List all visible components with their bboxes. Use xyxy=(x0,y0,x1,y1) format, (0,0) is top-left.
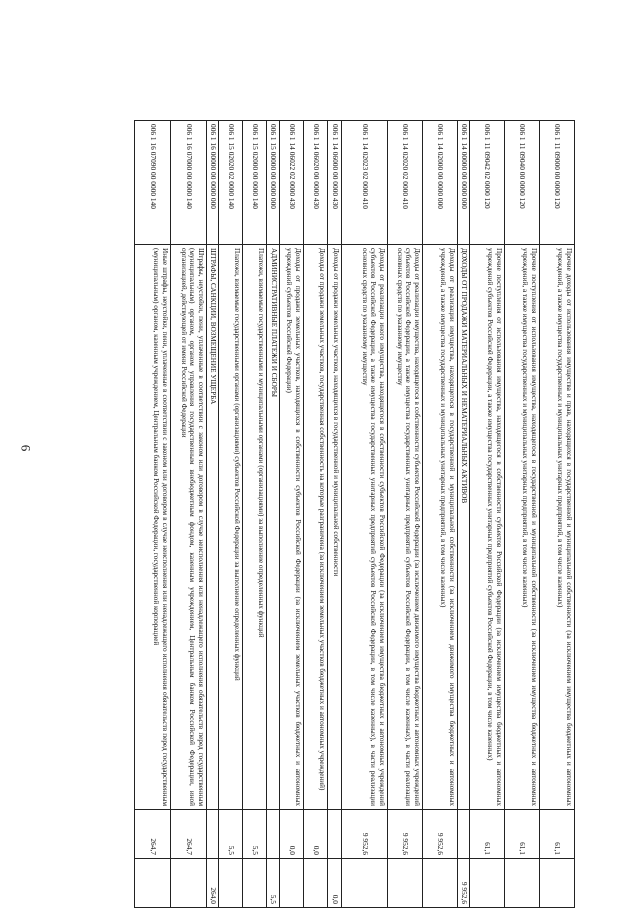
row-name: Прочие поступления от использования имущества, находящегося в государственной и муниципальной собственности (за исключением имущества бюджетных и автономных учреждений, а также имущества государственных и муниципальных унитарных предприятий, в том числе казенных) xyxy=(505,245,540,810)
row-value: 61,1 xyxy=(540,810,575,859)
row-code: 006 1 14 06022 02 0000 430 xyxy=(280,121,304,245)
row-value: 5,5 xyxy=(219,810,243,859)
row-name: Доходы от реализации имущества, находящегося в собственности субъектов Российской Федерации (за исключением движимого имущества бюджетных и автономных учреждений субъектов Российской Федерации, а также имущества государственных унитарных предприятий субъектов Российской Федерации, в том числе казенных), в части реализации основных средств по указанному имуществу xyxy=(388,245,423,810)
table-row xyxy=(219,121,243,908)
row-value: 264,7 xyxy=(135,810,171,859)
row-group-total xyxy=(219,859,243,908)
row-group-total xyxy=(135,859,171,908)
table-row xyxy=(280,121,304,908)
row-code: 006 1 14 02000 00 0000 000 xyxy=(423,121,458,245)
row-name: ДОХОДЫ ОТ ПРОДАЖИ МАТЕРИАЛЬНЫХ И НЕМАТЕРИАЛЬНЫХ АКТИВОВ xyxy=(458,245,470,810)
row-code: 006 1 11 09000 00 0000 120 xyxy=(540,121,575,245)
row-code: 006 1 16 07090 00 0000 140 xyxy=(135,121,171,245)
row-group-total xyxy=(540,859,575,908)
row-name: Доходы от реализации имущества, находящегося в государственной и муниципальной собственности (за исключением движимого имущества бюджетных и автономных учреждений, а также имущества государственных и муниципальных унитарных предприятий, в том числе казенных) xyxy=(423,245,458,810)
table-row xyxy=(267,121,280,908)
row-group-total xyxy=(470,859,505,908)
table-row xyxy=(171,121,207,908)
row-name: Платежи, взимаемые государственными и муниципальными органами (организациями) за выполнение определенных функций xyxy=(243,245,267,810)
row-code: 006 1 16 00000 00 0000 000 xyxy=(207,121,219,245)
row-value: 0,0 xyxy=(280,810,304,859)
row-group-total: 264,0 xyxy=(207,859,219,908)
row-value: 61,1 xyxy=(470,810,505,859)
revenue-table-body xyxy=(135,121,575,908)
row-name: Штрафы, неустойки, пени, уплаченные в соответствии с законом или договором в случае неисполнения или ненадлежащего исполнения обязательств перед государственным (муниципальным) органом, органом управления государственным внебюджетным фондом, казенным учреждением, Центральным банком Российской Федерации, иной организацией, действующей от имени Российской Федерации xyxy=(171,245,207,810)
row-name: Иные штрафы, неустойки, пени, уплаченные в соответствии с законом или договором в случае неисполнения или ненадлежащего исполнения обязательств перед государственным (муниципальным) органом, казенным учреждением, Центральным банком Российской Федерации, государственной корпорацией xyxy=(135,245,171,810)
row-code: 006 1 14 02020 02 0000 410 xyxy=(388,121,423,245)
row-value: 61,1 xyxy=(505,810,540,859)
row-name: Платежи, взимаемые государственными органами (организациями) субъектов Российской Федерации за выполнение определенных функций xyxy=(219,245,243,810)
row-group-total xyxy=(342,859,388,908)
table-row xyxy=(328,121,342,908)
row-group-total: 5,5 xyxy=(267,859,280,908)
revenue-table xyxy=(134,120,575,908)
row-name: АДМИНИСТРАТИВНЫЕ ПЛАТЕЖИ И СБОРЫ xyxy=(267,245,280,810)
row-group-total: 9 952,6 xyxy=(458,859,470,908)
row-name: Прочие доходы от использования имущества и прав, находящихся в государственной и муниципальной собственности (за исключением имущества бюджетных и автономных учреждений, а также имущества государственных и муниципальных унитарных предприятий, в том числе казенных) xyxy=(540,245,575,810)
table-row xyxy=(342,121,388,908)
row-code: 006 1 15 00000 00 0000 000 xyxy=(267,121,280,245)
row-value: 9 952,6 xyxy=(423,810,458,859)
table-row xyxy=(135,121,171,908)
table-row xyxy=(458,121,470,908)
row-code: 006 1 14 00000 00 0000 000 xyxy=(458,121,470,245)
row-name: Прочие поступления от использования имущества, находящегося в собственности субъектов Российской Федерации (за исключением имущества бюджетных и автономных учреждений субъектов Российской Федерации, а также имущества государственных унитарных предприятий субъектов Российской Федерации, в том числе казенных) xyxy=(470,245,505,810)
row-group-total xyxy=(280,859,304,908)
row-code: 006 1 11 09042 02 0000 120 xyxy=(470,121,505,245)
row-name: ШТРАФЫ, САНКЦИИ, ВОЗМЕЩЕНИЕ УЩЕРБА xyxy=(207,245,219,810)
row-name: Доходы от реализации иного имущества, находящегося в собственности субъектов Российской Федерации (за исключением имущества бюджетных и автономных учреждений субъектов Российской Федерации, а также имущества государственных унитарных предприятий субъектов Российской Федерации, в том числе казенных), в части реализации основных средств по указанному имуществу xyxy=(342,245,388,810)
row-value xyxy=(207,810,219,859)
revenue-table-container xyxy=(70,120,575,905)
table-row xyxy=(540,121,575,908)
row-name: Доходы от продажи земельных участков, находящихся в государственной и муниципальной собственности xyxy=(328,245,342,810)
row-group-total: 0,0 xyxy=(328,859,342,908)
row-code: 006 1 16 07000 00 0000 140 xyxy=(171,121,207,245)
row-value: 9 952,6 xyxy=(388,810,423,859)
row-value: 5,5 xyxy=(243,810,267,859)
table-row xyxy=(470,121,505,908)
row-code: 006 1 15 02020 02 0000 140 xyxy=(219,121,243,245)
row-code: 006 1 14 06000 00 0000 430 xyxy=(328,121,342,245)
row-code: 006 1 14 06020 00 0000 430 xyxy=(304,121,328,245)
table-row xyxy=(505,121,540,908)
row-name: Доходы от продажи земельных участков, находящихся в собственности субъектов Российской Федерации (за исключением земельных участков бюджетных и автономных учреждений субъектов Российской Федерации) xyxy=(280,245,304,810)
row-value xyxy=(458,810,470,859)
row-code: 006 1 11 09040 00 0000 120 xyxy=(505,121,540,245)
row-group-total xyxy=(388,859,423,908)
table-row xyxy=(207,121,219,908)
row-code: 006 1 15 02000 00 0000 140 xyxy=(243,121,267,245)
row-group-total xyxy=(505,859,540,908)
row-value xyxy=(328,810,342,859)
row-group-total xyxy=(304,859,328,908)
row-name: Доходы от продажи земельных участков, государственная собственность на которые разграничена (за исключением земельных участков бюджетных и автономных учреждений) xyxy=(304,245,328,810)
page-number: 6 xyxy=(18,444,34,452)
row-value: 0,0 xyxy=(304,810,328,859)
row-code: 006 1 14 02023 02 0000 410 xyxy=(342,121,388,245)
row-group-total xyxy=(423,859,458,908)
table-row xyxy=(304,121,328,908)
table-row xyxy=(243,121,267,908)
row-value: 9 952,6 xyxy=(342,810,388,859)
table-row xyxy=(423,121,458,908)
row-group-total xyxy=(171,859,207,908)
row-value xyxy=(267,810,280,859)
table-row xyxy=(388,121,423,908)
row-group-total xyxy=(243,859,267,908)
row-value: 264,7 xyxy=(171,810,207,859)
